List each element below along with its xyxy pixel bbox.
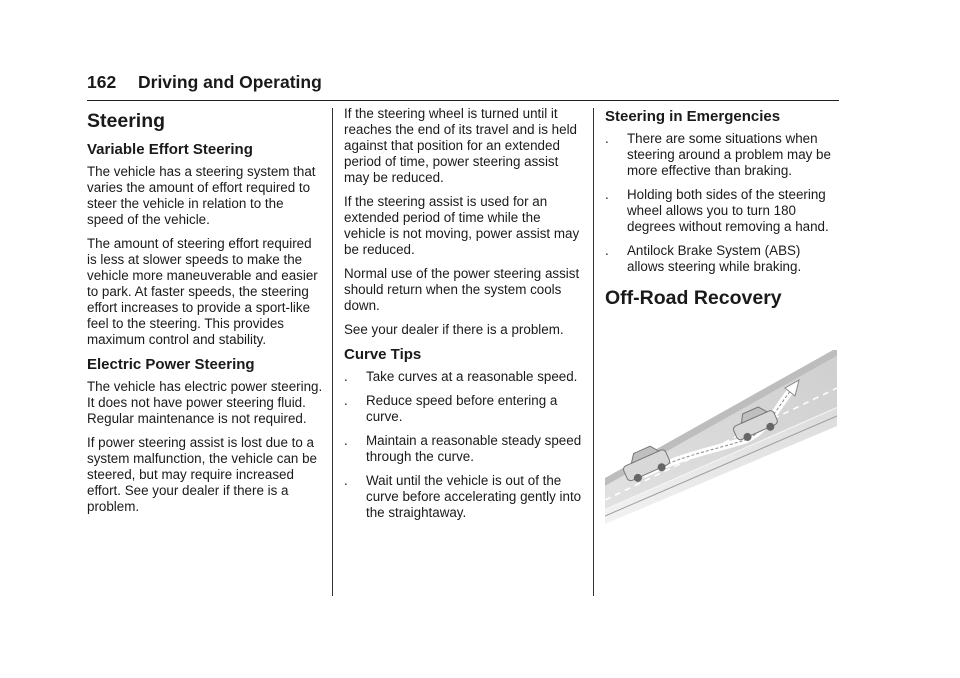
road-illustration-svg: [605, 350, 837, 524]
bullet-marker: .: [344, 473, 348, 488]
column-1: [87, 108, 323, 523]
bullet-marker: .: [605, 131, 609, 146]
page-header: [87, 72, 839, 101]
list-item: [605, 243, 841, 275]
column-divider-1: [332, 108, 333, 596]
steering-heading: Steering: [87, 110, 166, 132]
list-item: [605, 131, 841, 179]
bullet-marker: .: [344, 393, 348, 408]
bullet-marker: .: [605, 243, 609, 258]
list-item: [344, 369, 582, 385]
bullet-marker: .: [605, 187, 609, 202]
list-item-text: Reduce speed before entering a curve.: [366, 393, 558, 424]
curve-tips-list: [344, 369, 582, 521]
column-2: [344, 108, 582, 529]
emergencies-heading: Steering in Emergencies: [605, 108, 781, 125]
list-item-text: Wait until the vehicle is out of the curve before accelerating gently into the straightaway.: [366, 473, 582, 520]
column-divider-2: [593, 108, 594, 596]
list-item-text: Take curves at a reasonable speed.: [366, 369, 578, 384]
variable-effort-paragraph-1: The vehicle has a steering system that varies the amount of effort required to steer the vehicle in relation to the speed of the vehicle.: [87, 164, 316, 227]
steering-paragraph-3: Normal use of the power steering assist should return when the system cools down.: [344, 266, 580, 313]
steering-paragraph-1: If the steering wheel is turned until it reaches the end of its travel and is held against that position for an extended period of time, power steering assist may be reduced.: [344, 106, 577, 185]
list-item-text: There are some situations when steering around a problem may be more effective than braking.: [627, 131, 831, 178]
electric-power-paragraph-1: The vehicle has electric power steering. It does not have power steering fluid. Regular maintenance is not required.: [87, 379, 323, 426]
variable-effort-heading: Variable Effort Steering: [87, 141, 253, 158]
column-3: [605, 108, 841, 318]
list-item-text: Holding both sides of the steering wheel allows you to turn 180 degrees without removing a hand.: [627, 187, 829, 234]
bullet-marker: .: [344, 433, 348, 448]
list-item-text: Maintain a reasonable steady speed through the curve.: [366, 433, 582, 464]
electric-power-heading: Electric Power Steering: [87, 356, 255, 373]
list-item: [344, 433, 582, 465]
steering-paragraph-2: If the steering assist is used for an extended period of time while the vehicle is not moving, power assist may be reduced.: [344, 194, 580, 257]
bullet-marker: .: [344, 369, 348, 384]
section-title: Driving and Operating: [138, 72, 322, 92]
steering-paragraph-4: See your dealer if there is a problem.: [344, 322, 564, 337]
electric-power-paragraph-2: If power steering assist is lost due to a system malfunction, the vehicle can be steered, but may require increased effort. See your dealer if there is a problem.: [87, 435, 317, 514]
list-item-text: Antilock Brake System (ABS) allows steering while braking.: [627, 243, 802, 274]
list-item: [344, 393, 582, 425]
page-number: 162: [87, 72, 117, 92]
emergencies-list: [605, 131, 841, 275]
list-item: [344, 473, 582, 521]
road-vehicle-recovery-illustration: [605, 350, 837, 524]
variable-effort-paragraph-2: The amount of steering effort required is less at slower speeds to make the vehicle more maneuverable and easier to park. At faster speeds, the steering effort increases to provide a sport-like feel to the steering. This provides maximum control and stability.: [87, 236, 318, 347]
list-item: [605, 187, 841, 235]
off-road-recovery-heading: Off-Road Recovery: [605, 287, 782, 309]
curve-tips-heading: Curve Tips: [344, 346, 422, 363]
